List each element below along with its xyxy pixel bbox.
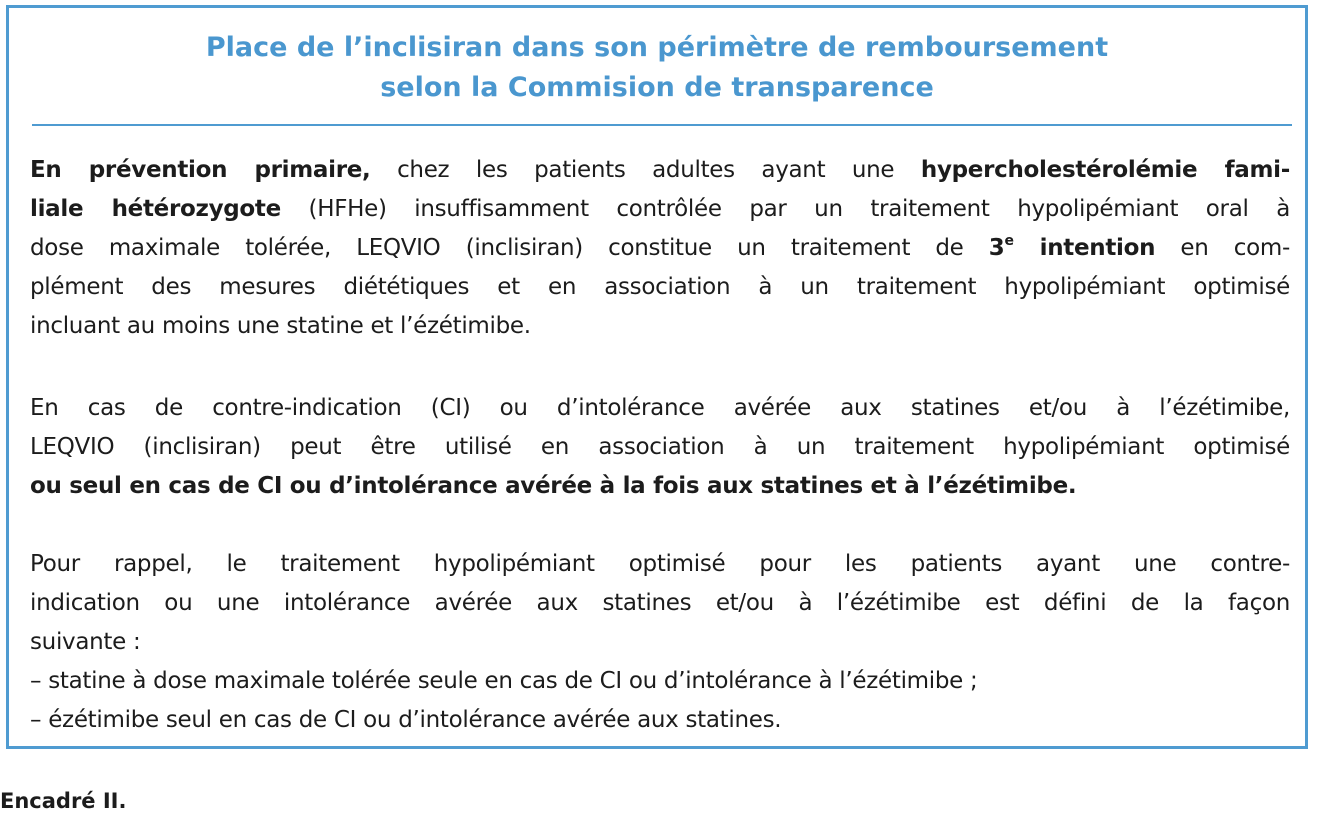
p1-line-1 — [30, 151, 1290, 190]
p1-text-1: chez les patients adultes ayant une — [370, 157, 921, 183]
caption: Encadré II. — [0, 789, 127, 813]
p2-line-1: En cas de contre-indication (CI) ou d’intolérance avérée aux statines et/ou à l’ézétimibe, — [30, 395, 1290, 421]
p1-line-3 — [30, 229, 1290, 268]
p1-line-5: incluant au moins une statine et l’ézétimibe. — [30, 313, 531, 339]
p1-line-2 — [30, 190, 1290, 229]
p1-bold-intro: En prévention primaire, — [30, 157, 371, 183]
p1-text-2: (HFHe) insuffisamment contrôlée par un traitement hypolipémiant oral à — [280, 196, 1291, 222]
info-box — [6, 5, 1308, 749]
p2-line-3-bold: ou seul en cas de CI ou d’intolérance avérée à la fois aux statines et à l’ézétimibe. — [30, 473, 1077, 499]
p2-line-2: LEQVIO (inclisiran) peut être utilisé en association à un traitement hypolipémiant optimisé — [30, 434, 1290, 460]
p3-list-item-1: – statine à dose maximale tolérée seule en cas de CI ou d’intolérance à l’ézétimibe ; — [30, 668, 978, 694]
p1-bold-hfhe-1: hypercholestérolémie fami- — [920, 157, 1290, 183]
box-title-line-1: Place de l’inclisiran dans son périmètre de remboursement — [205, 32, 1109, 63]
p1-text-3: dose maximale tolérée, LEQVIO (inclisiran) constitue un traitement de — [30, 235, 989, 261]
p3-line-3: suivante : — [30, 629, 141, 655]
paragraph-contraindication — [30, 389, 1290, 506]
p1-bold-hfhe-2: liale hétérozygote — [30, 196, 281, 222]
p1-text-3-tail: en com- — [1155, 235, 1290, 261]
p1-bold-intention: intention — [1013, 235, 1156, 261]
paragraph-reminder — [30, 545, 1290, 740]
p1-superscript: e — [1004, 233, 1014, 249]
p1-third-number: 3 — [988, 235, 1005, 261]
p3-line-1: Pour rappel, le traitement hypolipémiant optimisé pour les patients ayant une contre- — [30, 551, 1290, 577]
p1-line-4: plément des mesures diététiques et en association à un traitement hypolipémiant optimisé — [30, 274, 1290, 300]
title-divider — [32, 124, 1292, 126]
p3-line-2: indication ou une intolérance avérée aux statines et/ou à l’ézétimibe est défini de la façon — [30, 590, 1290, 616]
box-title — [9, 28, 1305, 108]
paragraph-primary-prevention — [30, 151, 1290, 346]
box-title-line-2: selon la Commision de transparence — [380, 72, 934, 103]
p3-list-item-2: – ézétimibe seul en cas de CI ou d’intolérance avérée aux statines. — [30, 707, 782, 733]
